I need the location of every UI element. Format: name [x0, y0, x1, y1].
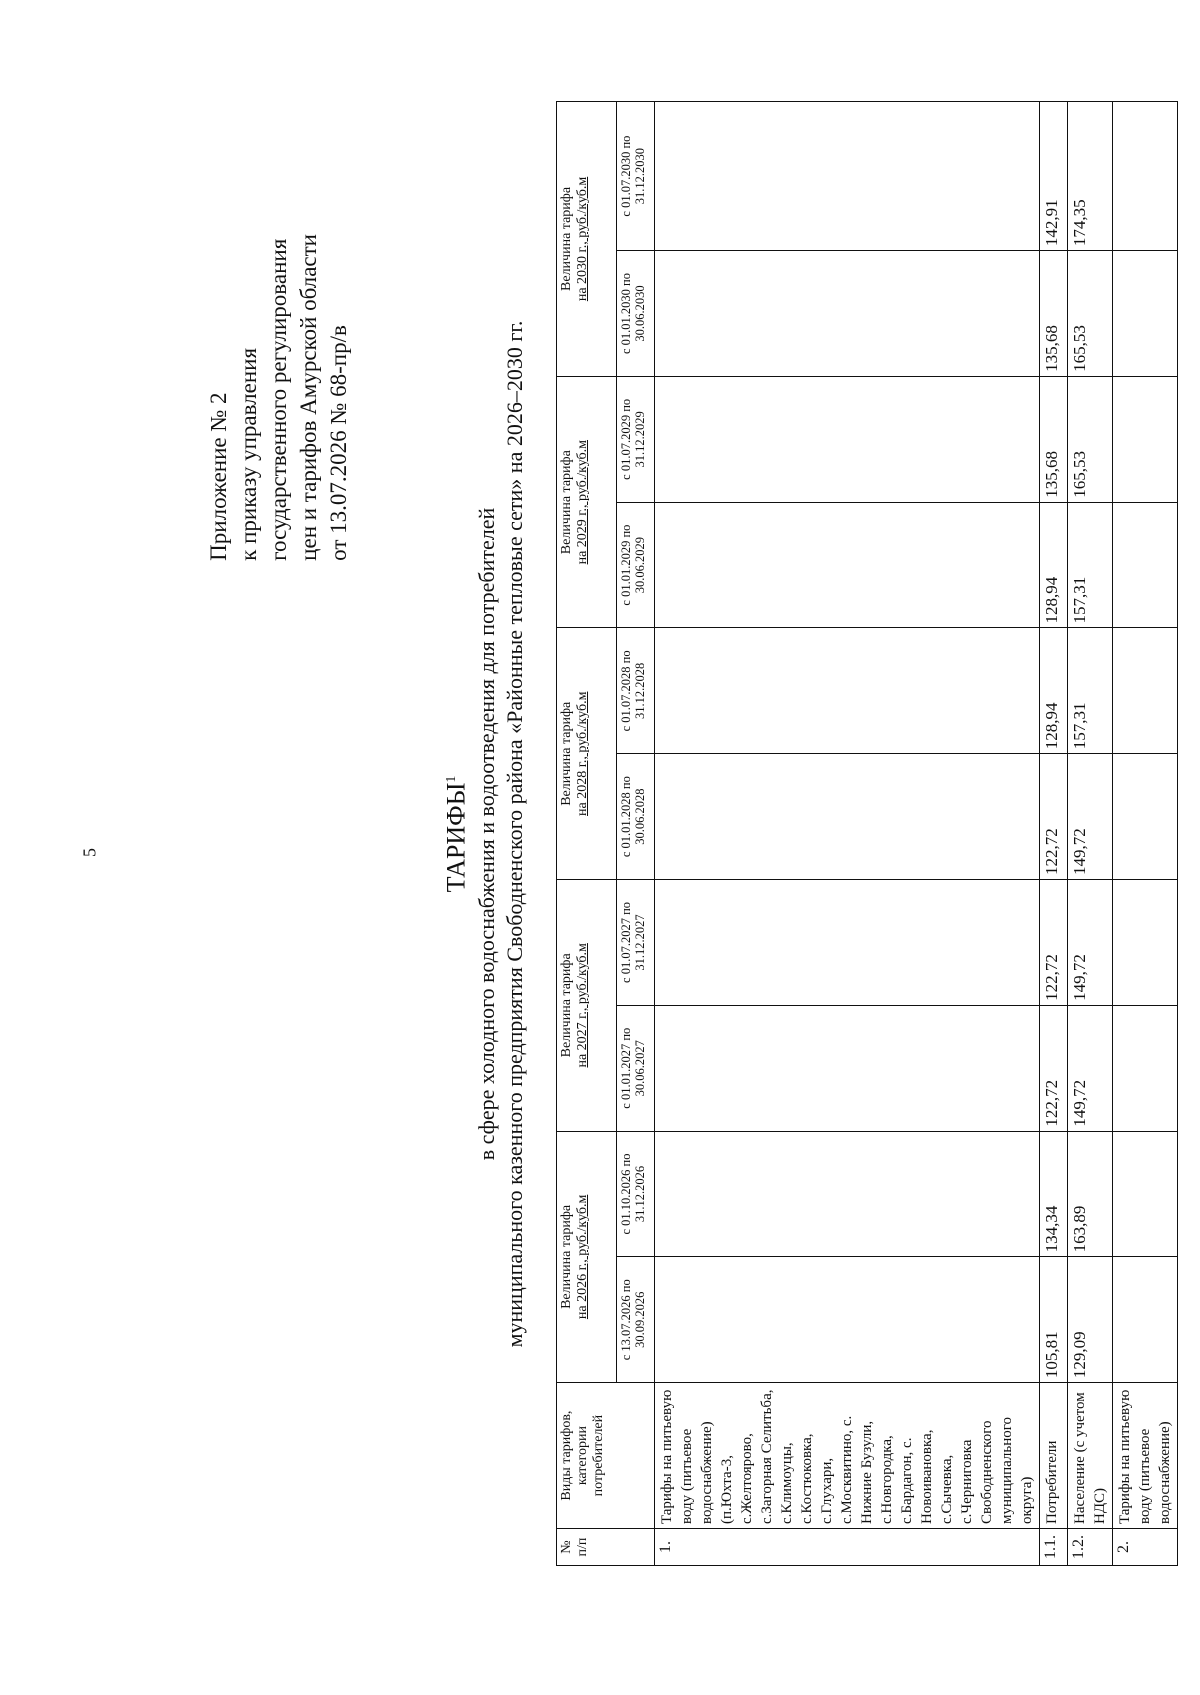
table-row: [1068, 102, 1113, 1566]
tariff-value: 142,91: [1040, 102, 1068, 251]
header-period: с 01.07.2030 по 31.12.2030: [617, 102, 655, 251]
tariff-table: [556, 101, 1178, 1566]
tariff-value: 165,53: [1068, 376, 1113, 502]
footnote-mark: 1: [444, 775, 459, 783]
row-num: 1.2.: [1068, 1529, 1113, 1566]
header-kind: Виды тарифов, категории потребителей: [557, 1383, 655, 1529]
tariff-value: 105,81: [1040, 1257, 1068, 1383]
tariff-value: 122,72: [1040, 1005, 1068, 1131]
tariff-value: 135,68: [1040, 376, 1068, 502]
header-year-2029: Величина тарифа на 2029 г., руб./куб.м: [557, 376, 617, 628]
tariff-value: 149,72: [1068, 1005, 1113, 1131]
tariff-value: 128,94: [1040, 502, 1068, 628]
row-name: Тарифы на питьевую воду (питьевое водоснабжение) (п.Юхта-3, с.Желтоярово, с.Загорная Селитьба, с.Климоуцы, с.Костюковка, с.Глухари, с.Москвитино, с. Нижние Бузули, с.Новгородка, с.Бардагон, с. Новоивановка, с.Сычевка, с.Черниговка Свободненского муниципального округа): [655, 1383, 1040, 1529]
tariff-value: 149,72: [1068, 754, 1113, 880]
table-row: [1113, 102, 1178, 1566]
tariff-value: 174,35: [1068, 102, 1113, 251]
tariff-value: 128,94: [1040, 628, 1068, 754]
header-period: с 01.01.2029 по 30.06.2029: [617, 502, 655, 628]
landscape-page: [156, 44, 1173, 1624]
tariff-value: 163,89: [1068, 1131, 1113, 1257]
header-year-2026: Величина тарифа на 2026 г., руб./куб.м: [557, 1131, 617, 1383]
header-period: с 13.07.2026 по 30.09.2026: [617, 1257, 655, 1383]
row-name: Население (с учетом НДС): [1068, 1383, 1113, 1529]
title-main: ТАРИФЫ: [441, 782, 471, 893]
appendix-line: от 13.07.2026 № 68-пр/в: [326, 325, 351, 561]
row-name: Тарифы на питьевую воду (питьевое водоснабжение): [1113, 1383, 1178, 1529]
title-subline: в сфере холодного водоснабжения и водоотведения для потребителей: [473, 507, 499, 1161]
title-subline: муниципального казенного предприятия Свободненского района «Районные тепловые сети» на 2026–2030 гг.: [501, 320, 527, 1348]
tariff-value: 135,68: [1040, 251, 1068, 377]
header-period: с 01.01.2027 по 30.06.2027: [617, 1005, 655, 1131]
appendix-line: государственного регулирования: [266, 238, 291, 561]
tariff-value: 129,09: [1068, 1257, 1113, 1383]
header-period: с 01.07.2027 по 31.12.2027: [617, 880, 655, 1006]
page-number: 5: [79, 848, 100, 857]
tariff-value: 157,31: [1068, 628, 1113, 754]
header-year-2028: Величина тарифа на 2028 г., руб./куб.м: [557, 628, 617, 880]
header-period: с 01.07.2029 по 31.12.2029: [617, 376, 655, 502]
header-period: с 01.10.2026 по 31.12.2026: [617, 1131, 655, 1257]
table-row: [1040, 102, 1068, 1566]
appendix-line: цен и тарифов Амурской области: [296, 234, 321, 561]
tariff-value: 134,34: [1040, 1131, 1068, 1257]
header-period: с 01.01.2028 по 30.06.2028: [617, 754, 655, 880]
header-year-2030: Величина тарифа на 2030 г., руб./куб.м: [557, 102, 617, 377]
row-num: 2.: [1113, 1529, 1178, 1566]
row-name: Потребители: [1040, 1383, 1068, 1529]
tariff-value: 157,31: [1068, 502, 1113, 628]
header-period: с 01.01.2030 по 30.06.2030: [617, 251, 655, 377]
header-num: № п/п: [557, 1529, 655, 1566]
tariff-value: 122,72: [1040, 880, 1068, 1006]
tariff-value: 149,72: [1068, 880, 1113, 1006]
appendix-header: [204, 234, 354, 561]
appendix-line: Приложение № 2: [206, 392, 231, 561]
tariff-value: 165,53: [1068, 251, 1113, 377]
document-title: [436, 44, 529, 1624]
header-year-2027: Величина тарифа на 2027 г., руб./куб.м: [557, 880, 617, 1132]
appendix-line: к приказу управления: [236, 347, 261, 561]
tariff-value: 122,72: [1040, 754, 1068, 880]
table-row: [655, 102, 1040, 1566]
row-num: 1.: [655, 1529, 1040, 1566]
row-num: 1.1.: [1040, 1529, 1068, 1566]
header-period: с 01.07.2028 по 31.12.2028: [617, 628, 655, 754]
